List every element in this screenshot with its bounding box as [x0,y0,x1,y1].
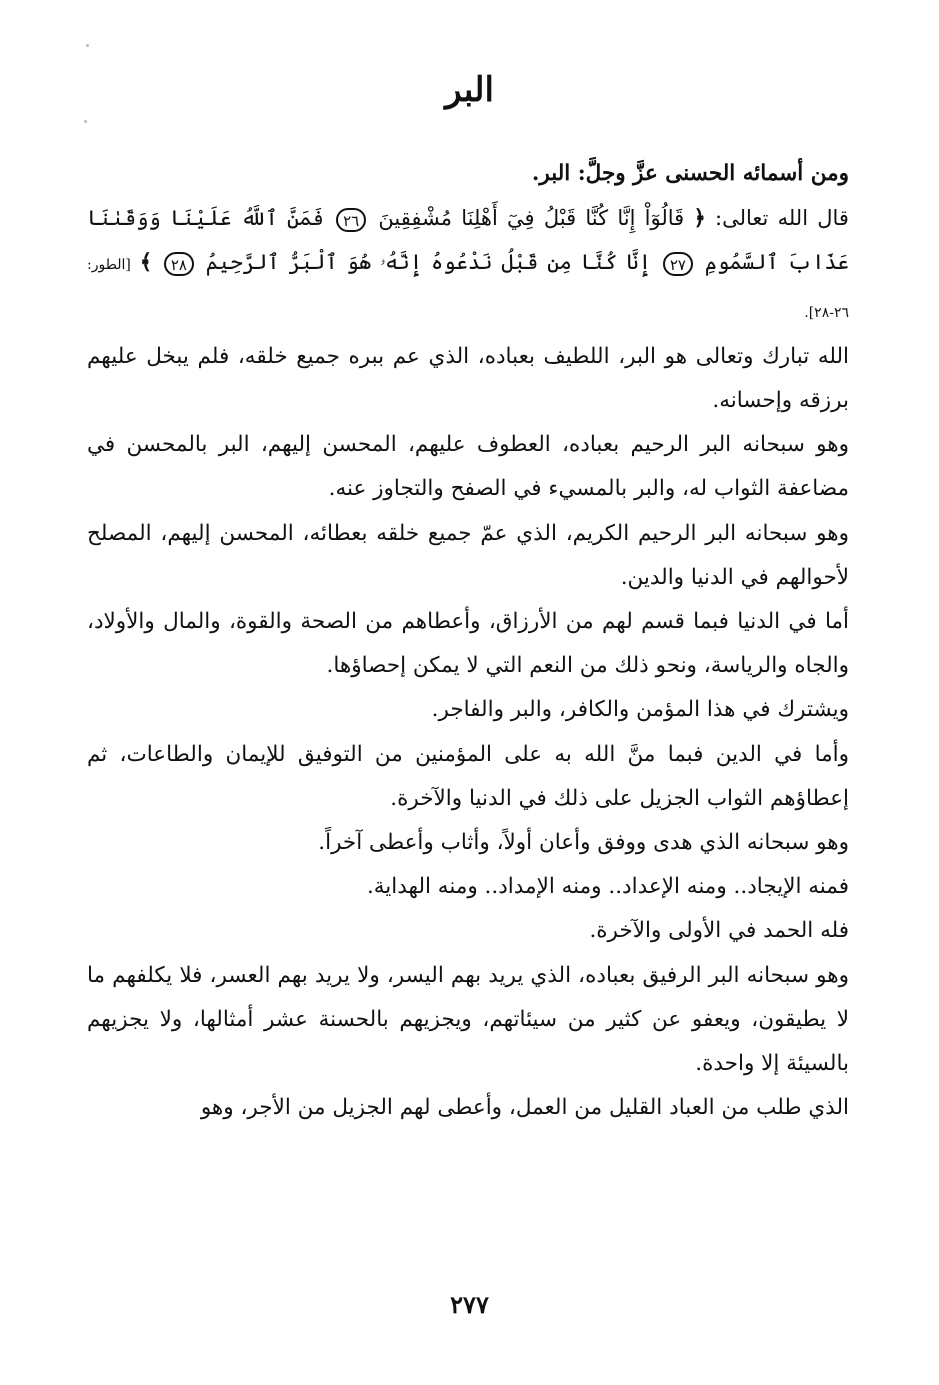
paragraph-1: الله تبارك وتعالى هو البر، اللطيف بعباده، الذي عم ببره جميع خلقه، فلم يبخل عليهم برزقه وإحسانه. [87,343,849,414]
paragraph-10: وهو سبحانه البر الرفيق بعباده، الذي يريد بهم اليسر، ولا يريد بهم العسر، فلا يكلفهم ما لا يطيقون، ويعفو عن كثير من سيئاتهم، ويجزيهم بالحسنة عشر أمثالها، ولا يجزيهم بالسيئة إلا واحدة. [87,962,849,1077]
verse-open-bracket: ﴿ [693,205,706,231]
paragraph-9: فله الحمد في الأولى والآخرة. [589,918,849,944]
page-body [87,152,849,1130]
verse-segment-3: إِنَّا كُنَّا مِن قَبْلُ نَدْعُوهُ إِنَّهُۥ هُوَ ٱلْبَرُّ ٱلرَّحِيمُ [205,250,652,275]
verse-segment-2: فَمَنَّ ٱللَّهُ عَلَيْنَا وَوَقَىٰنَا عَذَابَ ٱلسَّمُومِ [87,206,850,275]
paragraph-7: وهو سبحانه الذي هدى ووفق وأعان أولاً، وأثاب وأعطى آخراً. [318,830,849,856]
intro-line: ومن أسمائه الحسنى عزَّ وجلَّ: البر. [531,161,849,186]
paragraph-5: ويشترك في هذا المؤمن والكافر، والبر والفاجر. [431,697,849,723]
quran-verse [87,196,849,335]
paragraph-11: الذي طلب من العباد القليل من العمل، وأعطى لهم الجزيل من الأجر، وهو [200,1095,849,1121]
verse-lead: قال الله تعالى: [715,206,849,231]
verse-close-bracket: ﴾ [139,249,152,275]
scan-speck [86,44,89,47]
page-number: ٢٧٧ [450,1290,489,1319]
paragraph-4: أما في الدنيا فبما قسم لهم من الأرزاق، وأعطاهم من الصحة والقوة، والمال والأولاد، والجاه والرياسة، ونحو ذلك من النعم التي لا يمكن إحصاؤها. [87,609,849,679]
verse-source-reference: [الطور: ٢٦-٢٨]. [87,257,849,321]
ayah-number-26: ٢٦ [336,208,366,232]
paragraph-3: وهو سبحانه البر الرحيم الكريم، الذي عمّ جميع خلقه بعطائه، المحسن إليهم، المصلح لأحوالهم في الدنيا والدين. [87,520,849,590]
paragraph-2: وهو سبحانه البر الرحيم بعباده، العطوف عليهم، المحسن إليهم، البر بالمحسن في مضاعفة الثواب له، والبر بالمسيء في الصفح والتجاوز عنه. [87,432,849,502]
ayah-number-27: ٢٧ [663,252,693,276]
ayah-number-28: ٢٨ [164,252,194,276]
scan-speck [84,120,87,123]
paragraph-6: وأما في الدين فبما منَّ الله به على المؤمنين من التوفيق للإيمان والطاعات، ثم إعطاؤهم الثواب الجزيل على ذلك في الدنيا والآخرة. [87,741,849,811]
page-title: البر [445,70,494,110]
paragraph-8: فمنه الإيجاد.. ومنه الإعداد.. ومنه الإمداد.. ومنه الهداية. [366,874,849,900]
verse-segment-1: قَالُوٓاْ إِنَّا كُنَّا قَبْلُ فِيٓ أَهْلِنَا مُشْفِقِينَ [378,206,685,231]
